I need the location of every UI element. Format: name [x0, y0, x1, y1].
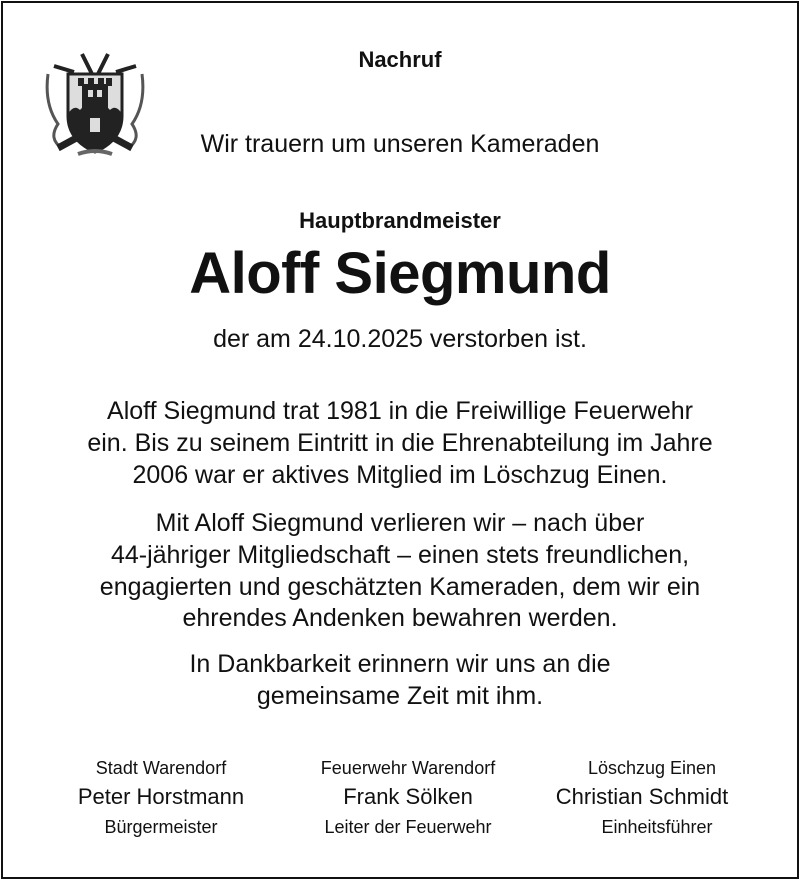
text-line: Mit Aloff Siegmund verlieren wir – nach über	[155, 509, 645, 537]
signature-org: Löschzug Einen	[587, 758, 717, 778]
text-line: 44-jähriger Mitgliedschaft – einen stets freundlichen,	[110, 541, 690, 569]
text-line: In Dankbarkeit erinnern wir uns an die	[189, 650, 611, 678]
text-line: ein. Bis zu seinem Eintritt in die Ehrenabteilung im Jahre	[87, 429, 713, 457]
signature-org: Stadt Warendorf	[95, 758, 227, 778]
intro-text: Wir trauern um unseren Kameraden	[200, 130, 600, 158]
deceased-name: Aloff Siegmund	[189, 241, 611, 306]
signature-name: Frank Sölken	[343, 784, 473, 809]
heading: Nachruf	[358, 47, 442, 72]
text-line: engagierten und geschätzten Kameraden, dem wir ein	[99, 573, 701, 601]
death-date-text: der am 24.10.2025 verstorben ist.	[213, 325, 587, 353]
text-line: ehrendes Andenken bewahren werden.	[182, 604, 618, 632]
text-line: Aloff Siegmund trat 1981 in die Freiwillige Feuerwehr	[107, 397, 693, 425]
signature-org: Feuerwehr Warendorf	[320, 758, 496, 778]
rank: Hauptbrandmeister	[299, 208, 501, 233]
text-line: 2006 war er aktives Mitglied im Löschzug Einen.	[132, 461, 668, 489]
signature-role: Bürgermeister	[104, 817, 218, 837]
signature-role: Leiter der Feuerwehr	[324, 817, 492, 837]
signature-role: Einheitsführer	[601, 817, 713, 837]
signature-name: Peter Horstmann	[77, 784, 245, 809]
signature-name: Christian Schmidt	[555, 784, 729, 809]
text-line: gemeinsame Zeit mit ihm.	[256, 682, 544, 710]
